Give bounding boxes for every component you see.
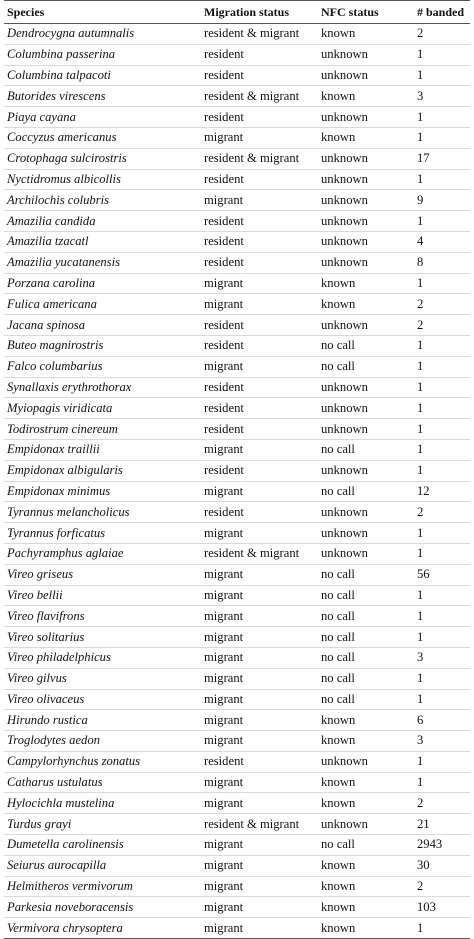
migration-status-cell: resident <box>201 419 318 440</box>
migration-status-cell: migrant <box>201 294 318 315</box>
nfc-status-cell: unknown <box>318 460 414 481</box>
species-cell: Seiurus aurocapilla <box>4 855 201 876</box>
species-cell: Campylorhynchus zonatus <box>4 751 201 772</box>
table-row <box>4 855 470 876</box>
table-row <box>4 44 470 65</box>
migration-status-cell: migrant <box>201 793 318 814</box>
table-row <box>4 627 470 648</box>
species-cell: Vireo flavifrons <box>4 606 201 627</box>
table-row <box>4 107 470 128</box>
migration-status-cell: resident <box>201 169 318 190</box>
nfc-status-cell: no call <box>318 606 414 627</box>
species-cell: Amazilia yucatanensis <box>4 252 201 273</box>
species-cell: Crotophaga sulcirostris <box>4 148 201 169</box>
header-number-banded: # banded <box>414 1 470 24</box>
migration-status-cell: migrant <box>201 668 318 689</box>
migration-status-cell: resident <box>201 460 318 481</box>
migration-status-cell: migrant <box>201 731 318 752</box>
migration-status-cell: resident & migrant <box>201 86 318 107</box>
nfc-status-cell: known <box>318 24 414 45</box>
migration-status-cell: migrant <box>201 356 318 377</box>
species-cell: Columbina talpacoti <box>4 65 201 86</box>
migration-status-cell: resident & migrant <box>201 24 318 45</box>
banded-count-cell: 4 <box>414 231 470 252</box>
species-table <box>4 0 470 939</box>
table-row <box>4 481 470 502</box>
nfc-status-cell: unknown <box>318 814 414 835</box>
table-row <box>4 65 470 86</box>
table-row <box>4 231 470 252</box>
table-row <box>4 315 470 336</box>
banded-count-cell: 1 <box>414 439 470 460</box>
banded-count-cell: 2 <box>414 793 470 814</box>
species-cell: Coccyzus americanus <box>4 127 201 148</box>
species-cell: Tyrannus forficatus <box>4 523 201 544</box>
migration-status-cell: migrant <box>201 627 318 648</box>
nfc-status-cell: unknown <box>318 502 414 523</box>
migration-status-cell: resident <box>201 502 318 523</box>
nfc-status-cell: unknown <box>318 419 414 440</box>
table-row <box>4 356 470 377</box>
nfc-status-cell: unknown <box>318 65 414 86</box>
nfc-status-cell: no call <box>318 356 414 377</box>
migration-status-cell: resident <box>201 252 318 273</box>
migration-status-cell: resident <box>201 315 318 336</box>
species-cell: Vireo olivaceus <box>4 689 201 710</box>
table-row <box>4 689 470 710</box>
nfc-status-cell: known <box>318 710 414 731</box>
species-cell: Amazilia tzacatl <box>4 231 201 252</box>
species-cell: Turdus grayi <box>4 814 201 835</box>
banded-count-cell: 1 <box>414 273 470 294</box>
species-cell: Porzana carolina <box>4 273 201 294</box>
species-cell: Vireo philadelphicus <box>4 647 201 668</box>
nfc-status-cell: no call <box>318 689 414 710</box>
migration-status-cell: migrant <box>201 481 318 502</box>
table-row <box>4 273 470 294</box>
nfc-status-cell: known <box>318 127 414 148</box>
table-row <box>4 647 470 668</box>
nfc-status-cell: known <box>318 273 414 294</box>
banded-count-cell: 17 <box>414 148 470 169</box>
banded-count-cell: 2 <box>414 315 470 336</box>
species-cell: Vermivora chrysoptera <box>4 918 201 939</box>
nfc-status-cell: unknown <box>318 315 414 336</box>
migration-status-cell: resident & migrant <box>201 814 318 835</box>
banded-count-cell: 2 <box>414 24 470 45</box>
nfc-status-cell: unknown <box>318 252 414 273</box>
nfc-status-cell: unknown <box>318 751 414 772</box>
nfc-status-cell: no call <box>318 835 414 856</box>
table-row <box>4 751 470 772</box>
migration-status-cell: resident <box>201 751 318 772</box>
table-row <box>4 876 470 897</box>
table-row <box>4 377 470 398</box>
nfc-status-cell: no call <box>318 481 414 502</box>
table-row <box>4 148 470 169</box>
migration-status-cell: migrant <box>201 918 318 939</box>
migration-status-cell: resident <box>201 107 318 128</box>
migration-status-cell: migrant <box>201 273 318 294</box>
nfc-status-cell: unknown <box>318 107 414 128</box>
nfc-status-cell: no call <box>318 564 414 585</box>
species-cell: Falco columbarius <box>4 356 201 377</box>
banded-count-cell: 30 <box>414 855 470 876</box>
migration-status-cell: migrant <box>201 523 318 544</box>
table-row <box>4 793 470 814</box>
header-nfc-status: NFC status <box>318 1 414 24</box>
species-cell: Vireo gilvus <box>4 668 201 689</box>
banded-count-cell: 1 <box>414 772 470 793</box>
migration-status-cell: resident & migrant <box>201 543 318 564</box>
species-cell: Nyctidromus albicollis <box>4 169 201 190</box>
migration-status-cell: migrant <box>201 127 318 148</box>
nfc-status-cell: known <box>318 772 414 793</box>
table-row <box>4 169 470 190</box>
species-cell: Troglodytes aedon <box>4 731 201 752</box>
migration-status-cell: migrant <box>201 585 318 606</box>
banded-count-cell: 3 <box>414 86 470 107</box>
banded-count-cell: 56 <box>414 564 470 585</box>
nfc-status-cell: unknown <box>318 190 414 211</box>
banded-count-cell: 1 <box>414 44 470 65</box>
banded-count-cell: 1 <box>414 751 470 772</box>
migration-status-cell: migrant <box>201 835 318 856</box>
species-cell: Vireo solitarius <box>4 627 201 648</box>
migration-status-cell: resident & migrant <box>201 148 318 169</box>
migration-status-cell: migrant <box>201 876 318 897</box>
table-body <box>4 24 470 939</box>
banded-count-cell: 1 <box>414 606 470 627</box>
banded-count-cell: 1 <box>414 127 470 148</box>
species-cell: Parkesia noveboracensis <box>4 897 201 918</box>
banded-count-cell: 1 <box>414 627 470 648</box>
migration-status-cell: resident <box>201 377 318 398</box>
nfc-status-cell: no call <box>318 585 414 606</box>
nfc-status-cell: no call <box>318 647 414 668</box>
banded-count-cell: 1 <box>414 543 470 564</box>
migration-status-cell: resident <box>201 335 318 356</box>
species-cell: Dendrocygna autumnalis <box>4 24 201 45</box>
banded-count-cell: 3 <box>414 647 470 668</box>
species-cell: Archilochis colubris <box>4 190 201 211</box>
nfc-status-cell: known <box>318 86 414 107</box>
table-row <box>4 543 470 564</box>
banded-count-cell: 1 <box>414 460 470 481</box>
migration-status-cell: migrant <box>201 897 318 918</box>
table-row <box>4 897 470 918</box>
migration-status-cell: resident <box>201 65 318 86</box>
banded-count-cell: 1 <box>414 356 470 377</box>
table-row <box>4 419 470 440</box>
banded-count-cell: 1 <box>414 585 470 606</box>
table-row <box>4 523 470 544</box>
nfc-status-cell: known <box>318 897 414 918</box>
migration-status-cell: migrant <box>201 439 318 460</box>
banded-count-cell: 2 <box>414 876 470 897</box>
species-cell: Todirostrum cinereum <box>4 419 201 440</box>
species-cell: Fulica americana <box>4 294 201 315</box>
table-row <box>4 606 470 627</box>
table-row <box>4 731 470 752</box>
nfc-status-cell: known <box>318 855 414 876</box>
header-migration-status: Migration status <box>201 1 318 24</box>
migration-status-cell: migrant <box>201 855 318 876</box>
banded-count-cell: 1 <box>414 918 470 939</box>
banded-count-cell: 8 <box>414 252 470 273</box>
migration-status-cell: migrant <box>201 772 318 793</box>
species-cell: Dumetella carolinensis <box>4 835 201 856</box>
banded-count-cell: 1 <box>414 107 470 128</box>
nfc-status-cell: unknown <box>318 169 414 190</box>
nfc-status-cell: no call <box>318 439 414 460</box>
species-cell: Vireo bellii <box>4 585 201 606</box>
table-row <box>4 564 470 585</box>
nfc-status-cell: known <box>318 294 414 315</box>
species-cell: Hirundo rustica <box>4 710 201 731</box>
species-cell: Empidonax minimus <box>4 481 201 502</box>
species-cell: Columbina passerina <box>4 44 201 65</box>
banded-count-cell: 1 <box>414 398 470 419</box>
table-row <box>4 668 470 689</box>
nfc-status-cell: unknown <box>318 377 414 398</box>
banded-count-cell: 1 <box>414 377 470 398</box>
nfc-status-cell: unknown <box>318 231 414 252</box>
species-cell: Piaya cayana <box>4 107 201 128</box>
species-cell: Amazilia candida <box>4 211 201 232</box>
nfc-status-cell: unknown <box>318 211 414 232</box>
nfc-status-cell: unknown <box>318 398 414 419</box>
table-row <box>4 86 470 107</box>
banded-count-cell: 103 <box>414 897 470 918</box>
banded-count-cell: 21 <box>414 814 470 835</box>
nfc-status-cell: known <box>318 918 414 939</box>
table-row <box>4 918 470 939</box>
table-row <box>4 460 470 481</box>
migration-status-cell: migrant <box>201 647 318 668</box>
species-cell: Hylocichla mustelina <box>4 793 201 814</box>
migration-status-cell: resident <box>201 231 318 252</box>
banded-count-cell: 12 <box>414 481 470 502</box>
migration-status-cell: resident <box>201 211 318 232</box>
header-species: Species <box>4 1 201 24</box>
species-cell: Myiopagis viridicata <box>4 398 201 419</box>
migration-status-cell: migrant <box>201 190 318 211</box>
table-row <box>4 772 470 793</box>
table-row <box>4 335 470 356</box>
banded-count-cell: 1 <box>414 211 470 232</box>
species-table-container <box>4 0 470 939</box>
table-row <box>4 710 470 731</box>
nfc-status-cell: known <box>318 876 414 897</box>
table-row <box>4 502 470 523</box>
nfc-status-cell: unknown <box>318 543 414 564</box>
species-cell: Tyrannus melancholicus <box>4 502 201 523</box>
species-cell: Buteo magnirostris <box>4 335 201 356</box>
banded-count-cell: 1 <box>414 169 470 190</box>
banded-count-cell: 2 <box>414 502 470 523</box>
nfc-status-cell: no call <box>318 335 414 356</box>
banded-count-cell: 2943 <box>414 835 470 856</box>
migration-status-cell: migrant <box>201 564 318 585</box>
nfc-status-cell: known <box>318 731 414 752</box>
banded-count-cell: 1 <box>414 689 470 710</box>
migration-status-cell: migrant <box>201 689 318 710</box>
nfc-status-cell: no call <box>318 627 414 648</box>
table-row <box>4 398 470 419</box>
species-cell: Jacana spinosa <box>4 315 201 336</box>
species-cell: Butorides virescens <box>4 86 201 107</box>
species-cell: Empidonax albigularis <box>4 460 201 481</box>
banded-count-cell: 2 <box>414 294 470 315</box>
table-row <box>4 585 470 606</box>
banded-count-cell: 1 <box>414 65 470 86</box>
species-cell: Pachyramphus aglaiae <box>4 543 201 564</box>
table-row <box>4 835 470 856</box>
banded-count-cell: 1 <box>414 335 470 356</box>
nfc-status-cell: unknown <box>318 44 414 65</box>
migration-status-cell: migrant <box>201 710 318 731</box>
nfc-status-cell: unknown <box>318 523 414 544</box>
table-header <box>4 1 470 24</box>
species-cell: Helmitheros vermivorum <box>4 876 201 897</box>
species-cell: Empidonax traillii <box>4 439 201 460</box>
migration-status-cell: resident <box>201 44 318 65</box>
species-cell: Synallaxis erythrothorax <box>4 377 201 398</box>
table-row <box>4 24 470 45</box>
banded-count-cell: 6 <box>414 710 470 731</box>
banded-count-cell: 1 <box>414 668 470 689</box>
nfc-status-cell: known <box>318 793 414 814</box>
banded-count-cell: 9 <box>414 190 470 211</box>
species-cell: Catharus ustulatus <box>4 772 201 793</box>
table-row <box>4 211 470 232</box>
table-row <box>4 294 470 315</box>
species-cell: Vireo griseus <box>4 564 201 585</box>
nfc-status-cell: no call <box>318 668 414 689</box>
banded-count-cell: 1 <box>414 419 470 440</box>
nfc-status-cell: unknown <box>318 148 414 169</box>
table-row <box>4 252 470 273</box>
banded-count-cell: 1 <box>414 523 470 544</box>
table-row <box>4 439 470 460</box>
migration-status-cell: migrant <box>201 606 318 627</box>
banded-count-cell: 3 <box>414 731 470 752</box>
migration-status-cell: resident <box>201 398 318 419</box>
header-row <box>4 1 470 24</box>
table-row <box>4 190 470 211</box>
table-row <box>4 814 470 835</box>
table-row <box>4 127 470 148</box>
